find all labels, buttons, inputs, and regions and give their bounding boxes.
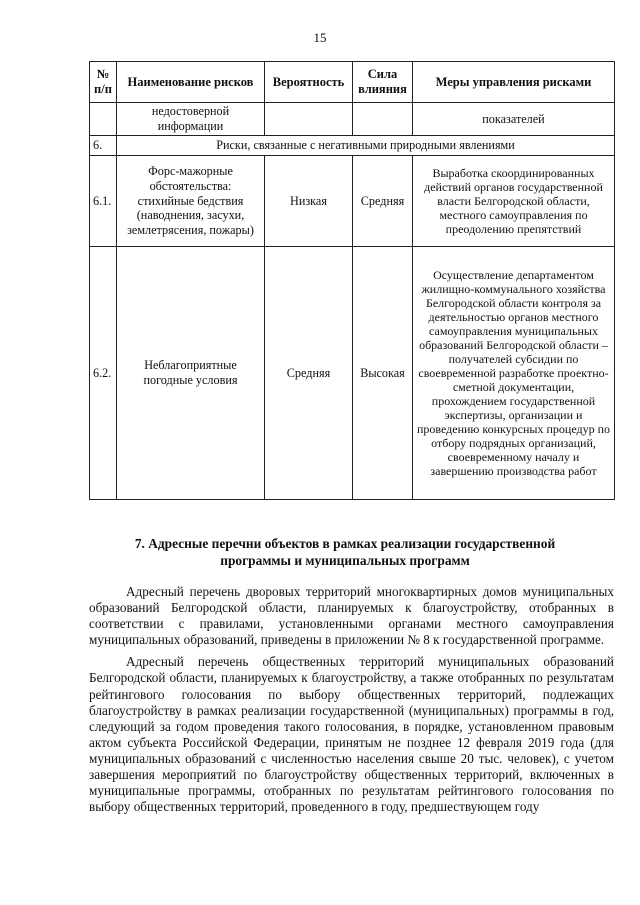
table-header-row xyxy=(90,62,615,103)
paragraph: Адресный перечень общественных территорий муниципальных образований Белгородской области, планируемых к благоустройству, а также отобранных по результатам рейтингового голосования по выбору общественных территорий, подлежащих благоустройству в рамках реализации государственной (муниципальных) программы в год, следующий за годом проведения такого голосования, в порядке, установленном правовым актом субъекта Российской Федерации, принятым не позднее 12 февраля 2019 года (для муниципальных образований с численностью населения свыше 20 тыс. человек), с учетом завершения мероприятий по благоустройству общественных территорий, включенных в муниципальные программы, отобранных по результатам рейтингового голосования по выбору общественных территорий, проведенного в году, предшествующем году xyxy=(89,654,614,815)
section-num: 6. xyxy=(90,136,117,156)
cell-risk-name: Неблагоприятные погодные условия xyxy=(117,247,265,500)
cell-impact: Высокая xyxy=(353,247,413,500)
header-probability: Вероятность xyxy=(265,62,353,103)
cell-risk-name: Форс-мажорные обстоятельства: стихийные бедствия (наводнения, засухи, землетрясения, пожары) xyxy=(117,156,265,247)
cell-probability: Низкая xyxy=(265,156,353,247)
cell-measures: показателей xyxy=(413,103,615,136)
page-number: 15 xyxy=(313,30,327,45)
section-heading: 7. Адресные перечни объектов в рамках реализации государственной программы и муниципальных программ xyxy=(134,536,556,568)
cell-num xyxy=(90,103,117,136)
header-risk-name: Наименование рисков xyxy=(117,62,265,103)
header-impact: Сила влияния xyxy=(353,62,413,103)
cell-measures: Осуществление департаментом жилищно-коммунального хозяйства Белгородской области контроля за деятельностью органов местного самоуправления муниципальных образований Белгородской области – получателей субсидии по своевременной разработке проектно-сметной документации, прохождением государственной экспертизы, организации и проведению конкурсных процедур по отбору подрядных организаций, своевременному началу и завершению производства работ xyxy=(413,247,615,500)
paragraph: Адресный перечень дворовых территорий многоквартирных домов муниципальных образований Белгородской области, планируемых к благоустройству, отобранных в соответствии с правилами, установленными органами местного самоуправления муниципальных образований, приведены в приложении № 8 к государственной программе. xyxy=(89,584,614,648)
table-row xyxy=(90,247,615,500)
cell-num: 6.2. xyxy=(90,247,117,500)
cell-risk-name: недостоверной информации xyxy=(117,103,265,136)
cell-probability xyxy=(265,103,353,136)
section-title: Риски, связанные с негативными природными явлениями xyxy=(117,136,615,156)
table-row xyxy=(90,103,615,136)
table-row xyxy=(90,156,615,247)
header-measures: Меры управления рисками xyxy=(413,62,615,103)
cell-measures: Выработка скоординированных действий органов государственной власти Белгородской области, местного самоуправления по преодолению препятствий xyxy=(413,156,615,247)
header-num: № п/п xyxy=(90,62,117,103)
cell-impact: Средняя xyxy=(353,156,413,247)
cell-impact xyxy=(353,103,413,136)
body-text xyxy=(89,584,614,821)
cell-num: 6.1. xyxy=(90,156,117,247)
cell-probability: Средняя xyxy=(265,247,353,500)
risk-table xyxy=(89,61,615,500)
section-row xyxy=(90,136,615,156)
